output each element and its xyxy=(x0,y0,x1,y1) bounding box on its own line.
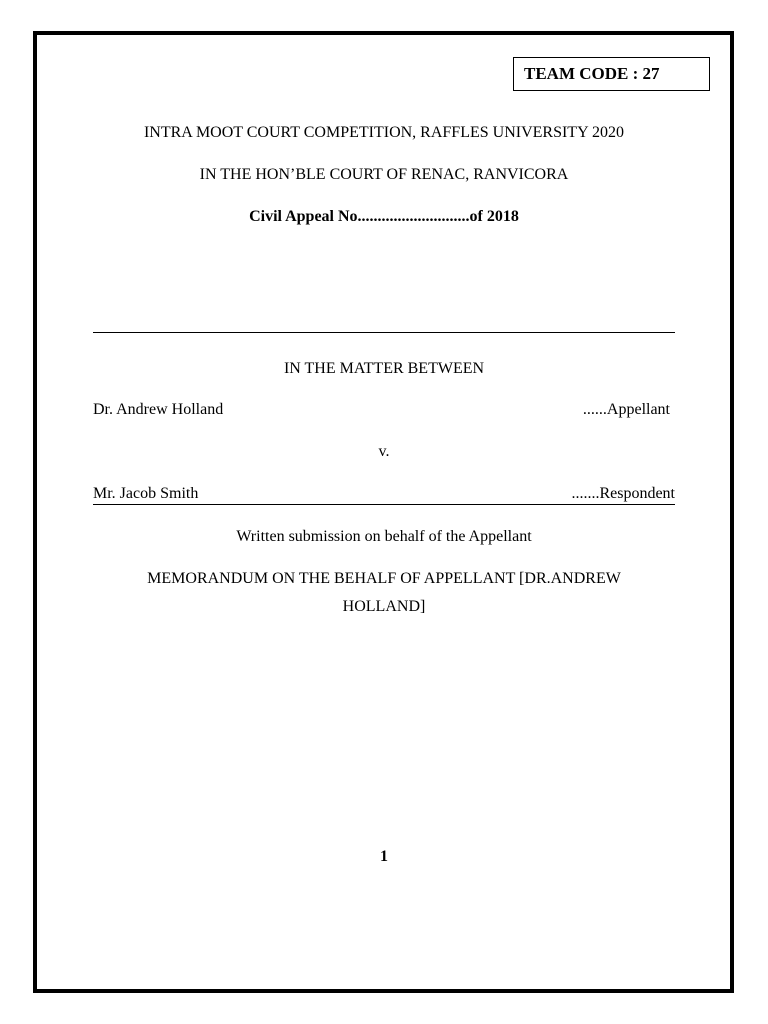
respondent-name: Mr. Jacob Smith xyxy=(93,485,199,502)
versus: v. xyxy=(378,443,390,460)
memorandum-line-2: HOLLAND] xyxy=(342,598,426,615)
page-number: 1 xyxy=(380,848,388,865)
appellant-name: Dr. Andrew Holland xyxy=(93,401,224,418)
team-code-box xyxy=(513,57,710,91)
memorandum-line-1: MEMORANDUM ON THE BEHALF OF APPELLANT [DR.ANDREW xyxy=(147,570,621,587)
appeal-number: Civil Appeal No............................of 2018 xyxy=(249,208,519,225)
court-title: IN THE HON’BLE COURT OF RENAC, RANVICORA xyxy=(199,166,569,183)
competition-title: INTRA MOOT COURT COMPETITION, RAFFLES UNIVERSITY 2020 xyxy=(143,124,625,141)
appellant-role: ......Appellant xyxy=(582,401,670,418)
matter-heading: IN THE MATTER BETWEEN xyxy=(283,360,485,377)
submission-line: Written submission on behalf of the Appellant xyxy=(236,528,532,545)
top-rule xyxy=(93,332,675,333)
team-code-text: TEAM CODE : 27 xyxy=(524,64,660,83)
respondent-role: .......Respondent xyxy=(571,485,675,502)
respondent-rule xyxy=(93,504,675,505)
